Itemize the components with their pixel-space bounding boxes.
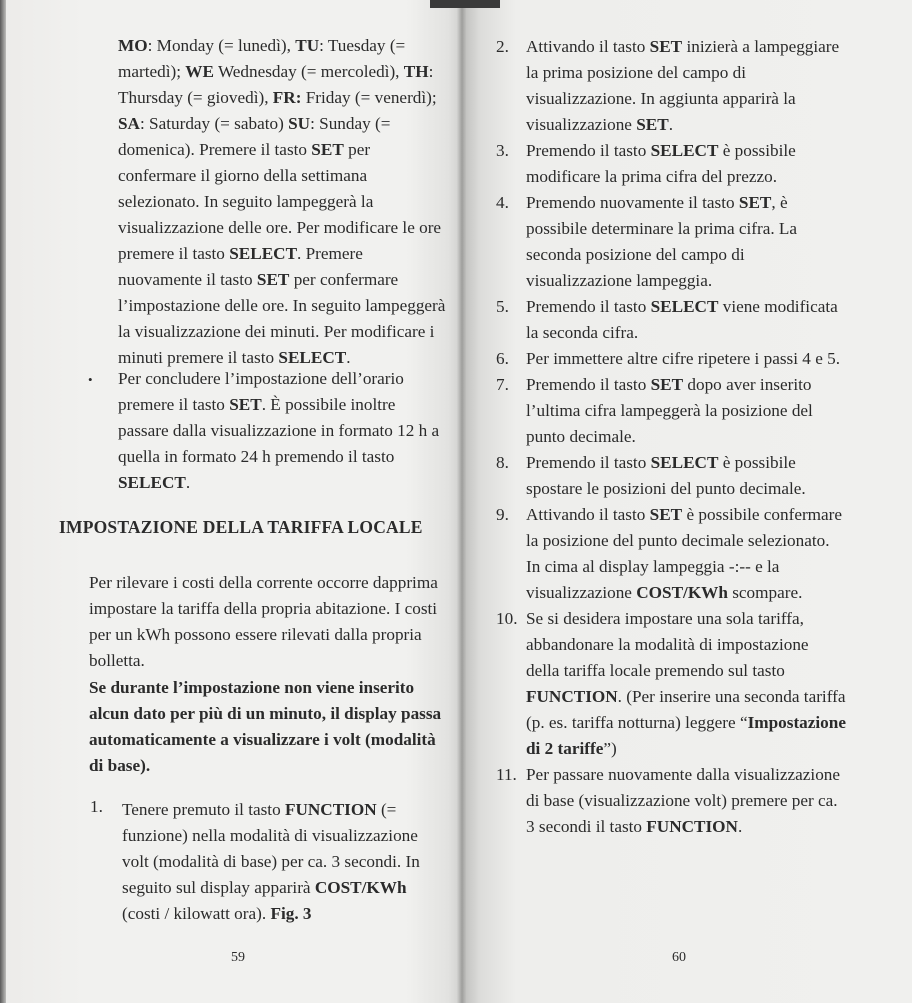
- text: : Saturday (= sabato): [139, 114, 289, 133]
- list-number: 7.: [496, 375, 509, 394]
- text-bold: COST/KWh: [314, 878, 407, 897]
- warning-paragraph: Se durante l’impostazione non viene inserito alcun dato per più di un minuto, il display passa automaticamente a visualizzare i volt (modalità di base).: [89, 678, 442, 775]
- text: Friday (= venerdì);: [301, 88, 437, 107]
- text-bold: SELECT: [650, 141, 719, 160]
- text: scompare.: [727, 583, 803, 602]
- list-number: 8.: [496, 453, 509, 472]
- text: Per passare nuovamente dalla visualizzazione di base (visualizzazione volt) premere per ca. 3 secondi il tasto: [526, 765, 841, 836]
- text-bold: SET: [650, 375, 684, 394]
- text: .: [668, 115, 674, 134]
- list-item: [496, 138, 846, 190]
- text: è possibile confermare la posizione del punto decimale selezionato. In cima al display lampeggia -:-- e la visualizzazione: [526, 505, 843, 602]
- text: : Tuesday (= martedì);: [118, 36, 406, 81]
- text: Premendo nuovamente il tasto: [526, 193, 739, 212]
- text: .: [346, 348, 351, 367]
- page-number: 60: [672, 950, 686, 965]
- text-bold: SET: [229, 395, 262, 414]
- text: Se si desidera impostare una sola tariffa, abbandonare la modalità di impostazione della tariffa locale premendo sul tasto: [526, 609, 809, 680]
- text: è possibile spostare le posizioni del punto decimale.: [526, 453, 806, 498]
- text-bold: COST/KWh: [636, 583, 728, 602]
- text: Premendo il tasto: [526, 141, 651, 160]
- text: . Premere nuovamente il tasto: [118, 244, 363, 289]
- text-bold: SET: [738, 193, 772, 212]
- text: per confermare l’impostazione delle ore. In seguito lampeggerà la visualizzazione dei minuti. Per modificare i minuti premere il tasto: [118, 270, 446, 367]
- list-number: 1.: [90, 797, 103, 816]
- text: per confermare il giorno della settimana selezionato. In seguito lampeggerà la visualizzazione delle ore. Per modificare le ore premere il tasto: [118, 140, 442, 263]
- list-item: [496, 190, 846, 294]
- page-number: 59: [231, 950, 245, 965]
- text-bold: SET: [256, 270, 290, 289]
- text: Per concludere l’impostazione dell’orario premere il tasto: [118, 369, 404, 414]
- text-bold: FUNCTION: [646, 817, 738, 836]
- text-bold: SU: [288, 114, 311, 133]
- text: Premendo il tasto: [526, 453, 651, 472]
- text-bold: SET: [636, 115, 669, 134]
- text-bold: SET: [649, 505, 683, 524]
- list-number: 9.: [496, 505, 509, 524]
- text-bold: SELECT: [229, 244, 298, 263]
- list-item: [496, 294, 846, 346]
- spine-shadow: [430, 0, 500, 8]
- text: . (Per inserire una seconda tariffa (p. es. tariffa notturna) leggere “: [526, 687, 846, 732]
- page-edge: [0, 0, 6, 1003]
- text: : Monday (= lunedì),: [147, 36, 296, 55]
- weekday-instructions: [118, 33, 448, 371]
- text: dopo aver inserito l’ultima cifra lampeggerà la posizione del punto decimale.: [526, 375, 813, 446]
- time-format-bullet: [118, 366, 448, 496]
- list-number: 4.: [496, 193, 509, 212]
- text-bold: FR:: [272, 88, 302, 107]
- text: Attivando il tasto: [526, 37, 650, 56]
- list-item: [496, 450, 846, 502]
- list-number: 2.: [496, 37, 509, 56]
- text: viene modificata la seconda cifra.: [526, 297, 838, 342]
- text-bold: SELECT: [650, 297, 719, 316]
- text-bold: SELECT: [650, 453, 719, 472]
- text: (costi / kilowatt ora).: [122, 904, 271, 923]
- text-bold: TU: [295, 36, 320, 55]
- text-bold: SELECT: [278, 348, 347, 367]
- text-bold: SELECT: [118, 473, 186, 492]
- text: : Sunday (= domenica). Premere il tasto: [118, 114, 391, 159]
- list-item: [496, 346, 846, 372]
- text: inizierà a lampeggiare la prima posizione del campo di visualizzazione. In aggiunta apparirà la visualizzazione: [526, 37, 840, 134]
- list-number: 3.: [496, 141, 509, 160]
- text: Attivando il tasto: [526, 505, 650, 524]
- text: è possibile modificare la prima cifra del prezzo.: [526, 141, 796, 186]
- list-number: 6.: [496, 349, 509, 368]
- text-bold: FUNCTION: [526, 687, 618, 706]
- text-bold: FUNCTION: [284, 800, 377, 819]
- text: Per immettere altre cifre ripetere i passi 4 e 5.: [526, 349, 841, 368]
- text-bold: WE: [185, 62, 214, 81]
- text-bold: SET: [311, 140, 344, 159]
- text: .: [185, 473, 191, 492]
- text: Wednesday (= mercoledì),: [213, 62, 404, 81]
- text: Tenere premuto il tasto: [122, 800, 285, 819]
- list-item-1: [122, 797, 447, 927]
- list-item: [496, 762, 846, 840]
- list-item: [496, 606, 846, 762]
- text-bold: Impostazione di 2 tariffe: [526, 713, 846, 758]
- text: . È possibile inoltre passare dalla visualizzazione in formato 12 h a quella in formato 24 h premendo il tasto: [118, 395, 440, 466]
- text: (= funzione) nella modalità di visualizzazione volt (modalità di base) per ca. 3 secondi. In seguito sul display apparirà: [122, 800, 420, 897]
- list-number: 5.: [496, 297, 509, 316]
- list-item: [496, 502, 846, 606]
- section-heading: IMPOSTAZIONE DELLA TARIFFA LOCALE: [59, 517, 423, 537]
- text-bold: TH: [403, 62, 429, 81]
- text: : Thursday (= giovedì),: [118, 62, 434, 107]
- text-bold: Fig. 3: [270, 904, 312, 923]
- list-item: [496, 34, 846, 138]
- text: Premendo il tasto: [526, 375, 651, 394]
- intro-paragraph: Per rilevare i costi della corrente occorre dapprima impostare la tariffa della propria abitazione. I costi per un kWh possono essere rilevati dalla propria bolletta.: [89, 573, 438, 670]
- bullet-icon: •: [88, 372, 93, 387]
- list-item: [496, 372, 846, 450]
- text-bold: MO: [118, 36, 148, 55]
- text-bold: SA: [118, 114, 140, 133]
- text-bold: SET: [649, 37, 683, 56]
- text: , è possibile determinare la prima cifra. La seconda posizione del campo di visualizzazione lampeggia.: [526, 193, 798, 290]
- list-number: 11.: [496, 765, 517, 784]
- book-spine: [457, 0, 467, 1003]
- text: ”): [603, 739, 617, 758]
- steps-list: [496, 34, 846, 840]
- text: .: [737, 817, 743, 836]
- text: Premendo il tasto: [526, 297, 651, 316]
- list-number: 10.: [496, 609, 518, 628]
